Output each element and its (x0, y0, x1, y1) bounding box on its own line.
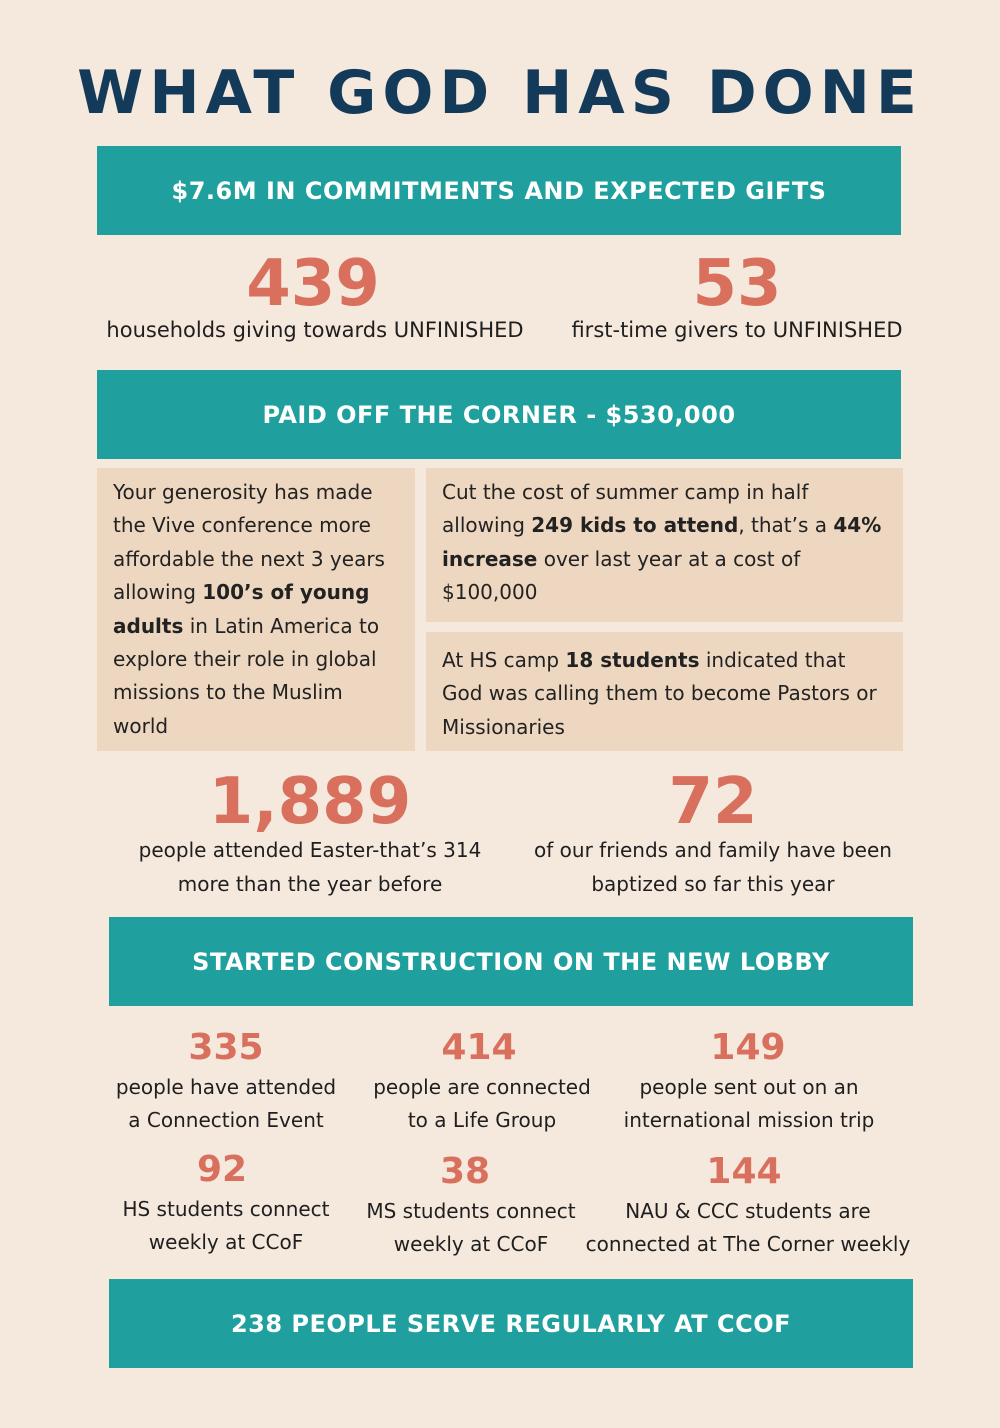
stat-number-life-group: 414 (441, 1027, 517, 1068)
vive-text-1: Your generosity has made the Vive conference more affordable the next 3 years allowing (113, 480, 385, 605)
stat-number-first-time: 53 (692, 247, 782, 321)
serve-banner: 238 PEOPLE SERVE REGULARLY AT CCOF (109, 1279, 913, 1368)
stat-caption-households: households giving towards UNFINISHED (106, 318, 524, 342)
baptized-line-2: baptized so far this year (591, 872, 835, 896)
summer-camp-box (426, 468, 903, 622)
easter-line-2: more than the year before (177, 872, 443, 896)
camp-text-1: Cut the cost of summer camp in half allowing (442, 480, 809, 538)
hs-text-1: At HS camp (442, 648, 566, 672)
stat-caption-mission-trip (596, 1071, 902, 1137)
stat-number-ms: 38 (439, 1151, 491, 1192)
life-group-line-1: people are connected (373, 1075, 591, 1099)
stat-caption-life-group (352, 1071, 612, 1137)
vive-text-2: in Latin America to explore their role in global missions to the Muslim world (113, 613, 380, 738)
stat-caption-ms (340, 1195, 602, 1261)
hs-students-line-1: HS students connect (122, 1197, 330, 1221)
stat-caption-connection (96, 1071, 356, 1137)
stat-caption-nau-ccc (580, 1195, 916, 1261)
baptized-line-1: of our friends and family have been (534, 838, 892, 862)
hs-students-line-2: weekly at CCoF (148, 1230, 304, 1254)
stat-number-hs: 92 (196, 1149, 248, 1190)
mission-line-1: people sent out on an (639, 1075, 859, 1099)
connection-line-1: people have attended (115, 1075, 337, 1099)
stat-number-nau-ccc: 144 (706, 1151, 782, 1192)
commitments-banner: $7.6M IN COMMITMENTS AND EXPECTED GIFTS (97, 146, 901, 235)
nau-line-2: connected at The Corner weekly (585, 1232, 911, 1256)
camp-highlight-increase: 44% increase (442, 513, 882, 571)
camp-highlight-kids: 249 kids to attend (531, 513, 739, 538)
stat-caption-first-time: first-time givers to UNFINISHED (571, 318, 903, 342)
ms-students-line-2: weekly at CCoF (393, 1232, 549, 1256)
stat-number-mission-trip: 149 (710, 1027, 786, 1068)
life-group-line-2: to a Life Group (407, 1108, 557, 1132)
hs-camp-box (426, 632, 903, 751)
vive-conference-box (97, 468, 415, 751)
hs-highlight: 18 students (565, 648, 700, 672)
easter-line-1: people attended Easter-that’s 314 (138, 838, 482, 862)
camp-text-2: , that’s a (738, 513, 834, 538)
corner-banner: PAID OFF THE CORNER - $530,000 (97, 370, 901, 459)
stat-caption-baptized (503, 833, 923, 901)
camp-text-3: over last year at a cost of $100,000 (442, 546, 801, 605)
stat-number-easter: 1,889 (208, 765, 412, 839)
ms-students-line-1: MS students connect (366, 1199, 576, 1223)
stat-number-baptized: 72 (668, 765, 758, 839)
stat-number-connection: 335 (188, 1027, 264, 1068)
nau-line-1: NAU & CCC students are (625, 1199, 871, 1223)
connection-line-2: a Connection Event (128, 1108, 324, 1132)
stat-caption-hs (96, 1193, 356, 1259)
stat-caption-easter (90, 833, 530, 901)
vive-highlight: 100’s of young adults (113, 580, 370, 638)
hs-text-2: indicated that God was calling them to become Pastors or Missionaries (442, 648, 877, 739)
stat-number-households: 439 (246, 247, 380, 321)
mission-line-2: international mission trip (623, 1108, 875, 1132)
page-title: WHAT GOD HAS DONE (77, 58, 923, 128)
lobby-banner: STARTED CONSTRUCTION ON THE NEW LOBBY (109, 917, 913, 1006)
